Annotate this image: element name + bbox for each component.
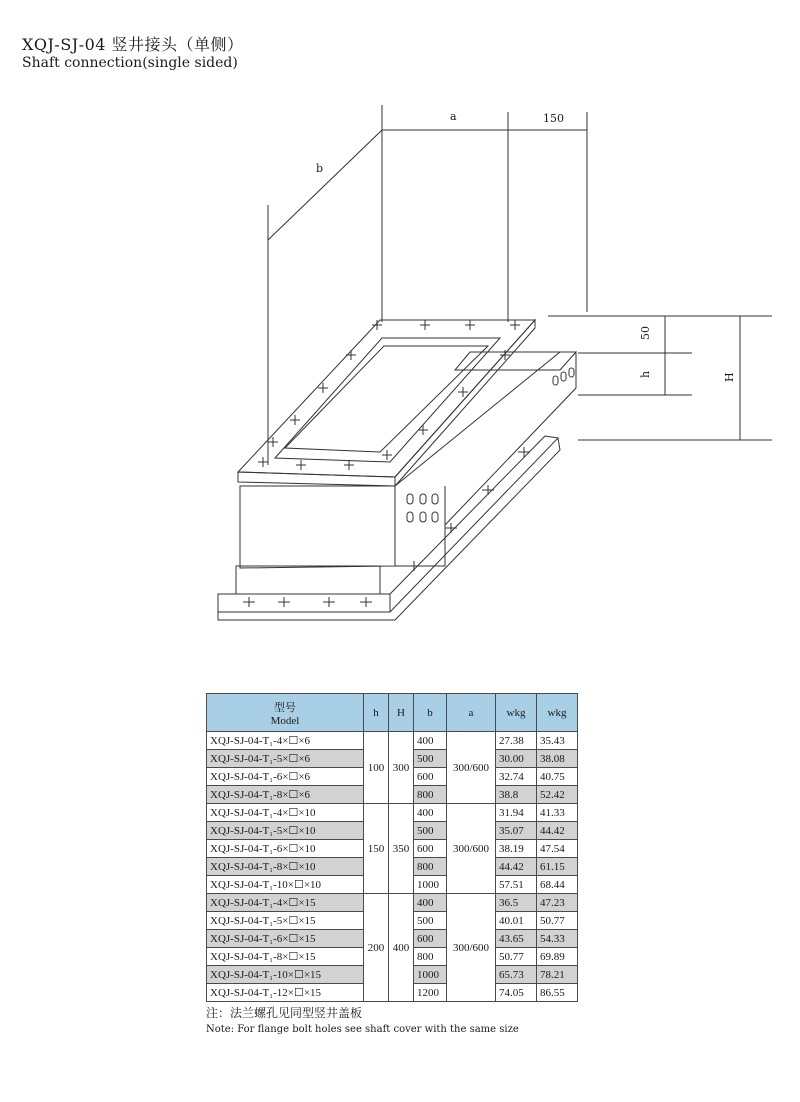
b-cell: 600 [414, 840, 447, 858]
H-cell: 300 [389, 732, 414, 804]
wkg-1-cell: 30.00 [496, 750, 537, 768]
header-model-cn: 型号 [274, 701, 296, 714]
wkg-1-cell: 74.05 [496, 984, 537, 1002]
wkg-2-cell: 44.42 [537, 822, 578, 840]
wkg-2-cell: 52.42 [537, 786, 578, 804]
bottom-flange-face [218, 594, 390, 612]
wkg-1-cell: 57.51 [496, 876, 537, 894]
model-cell: XQJ-SJ-04-T₁-5×☐×10 [207, 822, 364, 840]
b-cell: 500 [414, 822, 447, 840]
wkg-2-cell: 40.75 [537, 768, 578, 786]
b-cell: 600 [414, 930, 447, 948]
dimension-label-h: h [639, 370, 652, 378]
model-cell: XQJ-SJ-04-T₁-8×☐×10 [207, 858, 364, 876]
header-a: a [447, 694, 496, 732]
model-cell: XQJ-SJ-04-T₁-4×☐×6 [207, 732, 364, 750]
b-cell: 1000 [414, 966, 447, 984]
b-cell: 1000 [414, 876, 447, 894]
model-cell: XQJ-SJ-04-T₁-4×☐×10 [207, 804, 364, 822]
dimension-label-H: H [723, 372, 736, 382]
H-cell: 350 [389, 804, 414, 894]
wkg-2-cell: 47.23 [537, 894, 578, 912]
wkg-2-cell: 35.43 [537, 732, 578, 750]
wkg-1-cell: 50.77 [496, 948, 537, 966]
wkg-2-cell: 68.44 [537, 876, 578, 894]
a-cell: 300/600 [447, 732, 496, 804]
header-wkg-2: wkg [537, 694, 578, 732]
h-cell: 150 [364, 804, 389, 894]
model-cell: XQJ-SJ-04-T₁-8×☐×6 [207, 786, 364, 804]
note-en: Note: For flange bolt holes see shaft cover with the same size [206, 1024, 519, 1035]
H-cell: 400 [389, 894, 414, 1002]
b-cell: 800 [414, 948, 447, 966]
wkg-2-cell: 61.15 [537, 858, 578, 876]
header-model [207, 694, 364, 732]
note-cn: 注：法兰螺孔见同型竖井盖板 [206, 1006, 363, 1020]
h-cell: 100 [364, 732, 389, 804]
table-row [207, 894, 578, 912]
header-b: b [414, 694, 447, 732]
b-cell: 600 [414, 768, 447, 786]
wkg-2-cell: 41.33 [537, 804, 578, 822]
wkg-1-cell: 31.94 [496, 804, 537, 822]
b-cell: 800 [414, 858, 447, 876]
spec-table [206, 693, 578, 1002]
model-cell: XQJ-SJ-04-T₁-8×☐×15 [207, 948, 364, 966]
bolt-slots [407, 368, 574, 522]
wkg-1-cell: 32.74 [496, 768, 537, 786]
wkg-2-cell: 69.89 [537, 948, 578, 966]
wkg-1-cell: 38.8 [496, 786, 537, 804]
dimension-label-b: b [316, 162, 324, 175]
model-cell: XQJ-SJ-04-T₁-10×☐×15 [207, 966, 364, 984]
b-cell: 400 [414, 894, 447, 912]
wkg-1-cell: 65.73 [496, 966, 537, 984]
wkg-2-cell: 47.54 [537, 840, 578, 858]
model-cell: XQJ-SJ-04-T₁-12×☐×15 [207, 984, 364, 1002]
bottom-flange [218, 438, 560, 620]
a-cell: 300/600 [447, 894, 496, 1002]
wkg-1-cell: 35.07 [496, 822, 537, 840]
wkg-1-cell: 40.01 [496, 912, 537, 930]
wkg-2-cell: 54.33 [537, 930, 578, 948]
flange-bolt-marks [243, 320, 530, 607]
top-opening-inner [285, 346, 488, 452]
model-cell: XQJ-SJ-04-T₁-5×☐×6 [207, 750, 364, 768]
b-cell: 800 [414, 786, 447, 804]
bottom-band [236, 566, 380, 594]
wkg-1-cell: 36.5 [496, 894, 537, 912]
header-h: h [364, 694, 389, 732]
dimension-line-b [268, 130, 382, 240]
b-cell: 400 [414, 732, 447, 750]
wkg-1-cell: 38.19 [496, 840, 537, 858]
dimension-label-a: a [450, 110, 457, 123]
wkg-2-cell: 86.55 [537, 984, 578, 1002]
a-cell: 300/600 [447, 804, 496, 894]
top-flange-edge [238, 472, 395, 486]
header-model-en: Model [270, 714, 300, 727]
table-row [207, 804, 578, 822]
page-title-cn: XQJ-SJ-04 竖井接头（单侧） [22, 35, 244, 54]
wkg-2-cell: 38.08 [537, 750, 578, 768]
top-flange-edge [395, 320, 535, 486]
b-cell: 400 [414, 804, 447, 822]
model-cell: XQJ-SJ-04-T₁-6×☐×15 [207, 930, 364, 948]
b-cell: 500 [414, 750, 447, 768]
page-title-en: Shaft connection(single sided) [22, 55, 238, 71]
wkg-1-cell: 44.42 [496, 858, 537, 876]
table-row [207, 732, 578, 750]
model-cell: XQJ-SJ-04-T₁-6×☐×6 [207, 768, 364, 786]
wkg-2-cell: 78.21 [537, 966, 578, 984]
dimension-label-150: 150 [543, 112, 564, 125]
header-H: H [389, 694, 414, 732]
dimension-label-50: 50 [639, 326, 652, 340]
b-cell: 500 [414, 912, 447, 930]
wkg-2-cell: 50.77 [537, 912, 578, 930]
model-cell: XQJ-SJ-04-T₁-4×☐×15 [207, 894, 364, 912]
model-cell: XQJ-SJ-04-T₁-6×☐×10 [207, 840, 364, 858]
table-header-row [207, 694, 578, 732]
model-cell: XQJ-SJ-04-T₁-10×☐×10 [207, 876, 364, 894]
wkg-1-cell: 43.65 [496, 930, 537, 948]
duct-front-face [240, 486, 395, 568]
model-cell: XQJ-SJ-04-T₁-5×☐×15 [207, 912, 364, 930]
h-cell: 200 [364, 894, 389, 1002]
b-cell: 1200 [414, 984, 447, 1002]
wkg-1-cell: 27.38 [496, 732, 537, 750]
header-wkg-1: wkg [496, 694, 537, 732]
